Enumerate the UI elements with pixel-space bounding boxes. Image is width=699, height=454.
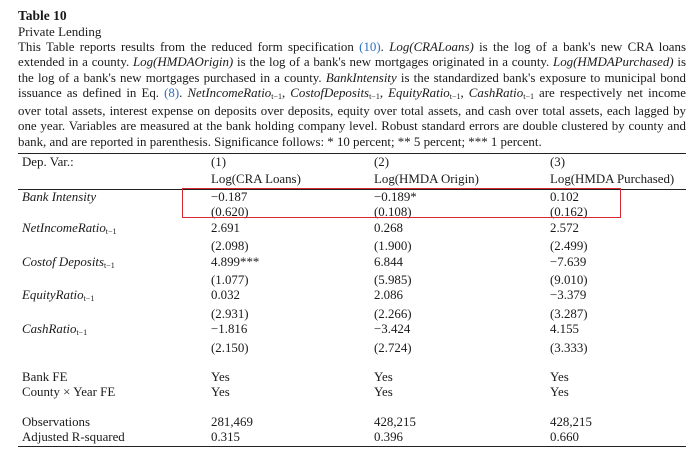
- se-row: [18, 239, 686, 254]
- coef-cell: 4.155: [550, 322, 580, 337]
- coef-cell: −0.187: [211, 189, 374, 205]
- row-label: Adjusted R-squared: [18, 430, 211, 446]
- row-label: Bank Intensity: [18, 189, 211, 205]
- stats-body: [18, 415, 686, 446]
- se-cell: (2.931): [211, 306, 249, 321]
- fe-row: [18, 370, 686, 385]
- coef-cell: 0.102: [550, 189, 686, 205]
- se-cell: (1.900): [374, 239, 412, 254]
- coef-cell: 2.572: [550, 220, 580, 235]
- se-cell: (2.098): [211, 239, 249, 254]
- coef-cell: 2.691: [211, 220, 241, 235]
- header-row-numbers: Dep. Var.: (1) (2) (3): [18, 154, 686, 172]
- table-label: Table 10: [18, 8, 67, 23]
- value-cell: Yes: [550, 369, 569, 384]
- dep-var-label: Dep. Var.:: [18, 154, 211, 172]
- col-header-2: Log(HMDA Origin): [374, 172, 479, 187]
- se-cell: (0.162): [550, 205, 588, 220]
- coef-row: [18, 221, 686, 239]
- var-bank-intensity: BankIntensity: [325, 70, 397, 85]
- coef-row: [18, 288, 686, 306]
- coef-row: [18, 255, 686, 273]
- row-label: Bank FE: [22, 369, 68, 384]
- se-cell: (2.724): [374, 340, 412, 355]
- se-cell: (5.985): [374, 272, 412, 287]
- coef-cell: −3.424: [374, 322, 411, 337]
- value-cell: Yes: [211, 369, 230, 384]
- equation-link-8[interactable]: (8): [164, 85, 180, 100]
- var-hmda-purchased: Log(HMDAPurchased): [553, 55, 674, 70]
- fixed-effects-body: [18, 370, 686, 401]
- coef-cell: 4.899***: [211, 254, 260, 269]
- se-cell: (9.010): [550, 272, 588, 287]
- value-cell: Yes: [550, 385, 569, 400]
- row-label: County × Year FE: [22, 385, 116, 400]
- coef-cell: 0.268: [374, 220, 404, 235]
- row-label: EquityRatio$_{t-1}$: [22, 288, 95, 304]
- stat-row: [18, 430, 686, 446]
- se-cell: (2.266): [374, 306, 412, 321]
- value-cell: Yes: [211, 385, 230, 400]
- table-document: [18, 8, 686, 447]
- coef-row: [18, 322, 686, 340]
- var-cra-loans: Log(CRALoans): [389, 40, 474, 54]
- coef-cell: −7.639: [550, 254, 587, 269]
- se-cell: (3.333): [550, 340, 588, 355]
- row-label: Costof Deposits$_{t-1}$: [22, 254, 115, 270]
- var-hmda-origin: Log(HMDAOrigin): [132, 55, 234, 70]
- coef-cell: 0.032: [211, 288, 241, 303]
- header-row-names: [18, 171, 686, 189]
- equation-link-10[interactable]: (10): [359, 40, 381, 54]
- se-row: [18, 307, 686, 322]
- value-cell: 0.660: [550, 430, 686, 446]
- se-cell: (2.499): [550, 239, 588, 254]
- row-label: CashRatio$_{t-1}$: [22, 322, 88, 338]
- col-header-3: Log(HMDA Purchased): [550, 172, 675, 187]
- coef-cell: 6.844: [374, 254, 404, 269]
- table-caption: This Table reports results from the reduced form specification (10). Log(CRALoans) is the log of a bank's new CRA loans extended in a county. Log(HMDAOrigin) is the log of a bank's new mortgages originated in a county. Log(HMDAPurchased) is the log of a bank's new mortgages purchased in a county. BankIntensity is the standardized bank's exposure to municipal bond issuance as defined in Eq. (8). NetIncomeRatio$_{t-1}$, CostofDeposits$_{t-1}$, EquityRatio$_{t-1}$, CashRatio$_{t-1}$ are respectively net income over total assets, interest expense on deposits over deposits, equity over total assets, and cash over total assets, each lagged by one year. Variables are measured at the bank holding company level. Robust standard errors are double clustered by county and bank, and are reported in parenthesis. Significance follows: * 10 percent; ** 5 percent; *** 1 percent.: [18, 40, 687, 149]
- value-cell: Yes: [374, 369, 393, 384]
- stat-row: [18, 415, 686, 430]
- row-label: NetIncomeRatio$_{t-1}$: [22, 220, 117, 236]
- table-subtitle: Private Lending: [18, 24, 102, 39]
- value-cell: 428,215: [550, 414, 592, 429]
- coef-cell: −3.379: [550, 288, 587, 303]
- coef-cell: −0.189*: [374, 189, 550, 205]
- value-cell: 281,469: [211, 414, 253, 429]
- value-cell: 428,215: [374, 414, 416, 429]
- se-cell: (2.150): [211, 340, 249, 355]
- se-cell: (0.620): [211, 205, 249, 220]
- value-cell: 0.396: [374, 430, 550, 446]
- se-cell: (3.287): [550, 306, 588, 321]
- se-row: [18, 341, 686, 356]
- fe-row: [18, 385, 686, 400]
- se-row: [18, 273, 686, 288]
- value-cell: Yes: [374, 385, 393, 400]
- se-cell: (0.108): [374, 205, 412, 220]
- se-cell: (1.077): [211, 272, 249, 287]
- row-label: Observations: [22, 414, 91, 429]
- coef-cell: 2.086: [374, 288, 404, 303]
- value-cell: 0.315: [211, 430, 374, 446]
- coef-cell: −1.816: [211, 322, 248, 337]
- highlight-box: [182, 188, 621, 218]
- col-header-1: Log(CRA Loans): [211, 172, 301, 187]
